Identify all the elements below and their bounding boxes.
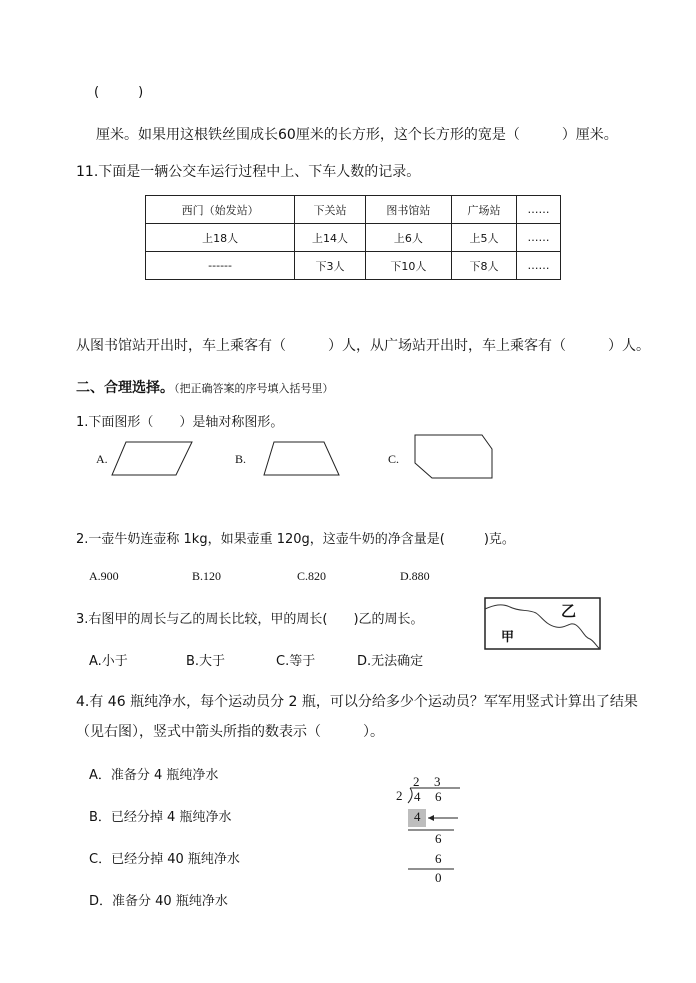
quotient-digit: 3 (434, 774, 441, 789)
table-row (146, 224, 561, 252)
q3-option-a: A.小于 (89, 654, 128, 669)
table-header: 西门（始发站） (146, 196, 295, 224)
section-heading: 二、合理选择。 (76, 380, 174, 396)
q1-option-b: B. (235, 452, 247, 466)
section-note: （把正确答案的序号填入括号里） (174, 382, 334, 395)
table-header: 图书馆站 (365, 196, 451, 224)
table-cell: 下3人 (295, 252, 366, 280)
division-lines (392, 774, 472, 886)
table-cell: 上14人 (295, 224, 366, 252)
q2-option-d: D.880 (400, 569, 430, 583)
quotient-digit: 2 (413, 774, 420, 789)
table-cell: 上18人 (146, 224, 295, 252)
q10-continuation: 厘米。如果用这根铁丝围成长60厘米的长方形，这个长方形的宽是（ ）厘米。 (96, 127, 618, 143)
table-cell: 上5人 (451, 224, 516, 252)
table-cell: ------ (146, 252, 295, 280)
dividend-digit: 6 (435, 789, 442, 804)
region-jia-label: 甲 (501, 630, 515, 645)
table-cell: …… (516, 224, 560, 252)
bus-table (145, 195, 561, 280)
dividend-digit: 4 (414, 789, 421, 804)
partial-product-digit: 6 (435, 851, 442, 866)
q4-option-c: C．已经分掉 40 瓶纯净水 (89, 852, 240, 867)
remainder-digit: 6 (435, 831, 442, 846)
trapezoid-shape (262, 440, 342, 478)
q3-option-b: B.大于 (186, 654, 226, 669)
table-header: …… (516, 196, 560, 224)
arrow-head-icon (428, 815, 434, 821)
q2-option-b: B.120 (192, 569, 222, 583)
q3-text: 3.右图甲的周长与乙的周长比较，甲的周长( )乙的周长。 (76, 612, 424, 627)
q11-question: 从图书馆站开出时，车上乘客有（ ）人，从广场站开出时，车上乘客有（ ）人。 (76, 338, 650, 354)
final-remainder-digit: 0 (435, 870, 442, 885)
q4-option-a: A．准备分 4 瓶纯净水 (89, 768, 219, 783)
divisor-digit: 2 (396, 788, 403, 803)
q4-line2: （见右图），竖式中箭头所指的数表示（ ）。 (76, 724, 384, 740)
table-cell: 上6人 (365, 224, 451, 252)
section-title (76, 377, 334, 397)
answer-blank-top: ( ) (94, 85, 144, 100)
q3-option-d: D.无法确定 (357, 654, 424, 669)
table-cell: 下10人 (365, 252, 451, 280)
table-header: 广场站 (451, 196, 516, 224)
q1-option-c: C. (388, 452, 400, 466)
q2-text: 2.一壶牛奶连壶称 1kg，如果壶重 120g，这壶牛奶的净含量是( )克。 (76, 532, 515, 547)
q4-option-d: D．准备分 40 瓶纯净水 (89, 894, 228, 909)
table-row (146, 196, 561, 224)
q2-option-a: A.900 (89, 569, 119, 583)
parallelogram-shape (110, 440, 194, 478)
q4-option-b: B．已经分掉 4 瓶纯净水 (89, 810, 232, 825)
cut-corner-rectangle-shape (412, 433, 494, 481)
region-yi-label: 乙 (561, 602, 577, 620)
table-cell: 下8人 (451, 252, 516, 280)
q1-option-a: A. (96, 452, 108, 466)
q1-text: 1.下面图形（ ）是轴对称图形。 (76, 415, 284, 430)
q11-title: 11.下面是一辆公交车运行过程中上、下车人数的记录。 (76, 164, 421, 180)
table-cell: …… (516, 252, 560, 280)
table-row (146, 252, 561, 280)
q3-option-c: C.等于 (276, 654, 316, 669)
q2-option-c: C.820 (297, 569, 327, 583)
q4-line1: 4.有 46 瓶纯净水，每个运动员分 2 瓶，可以分给多少个运动员？军军用竖式计算出了结果 (76, 694, 638, 710)
partial-product-digit: 4 (414, 809, 421, 824)
table-header: 下关站 (295, 196, 366, 224)
